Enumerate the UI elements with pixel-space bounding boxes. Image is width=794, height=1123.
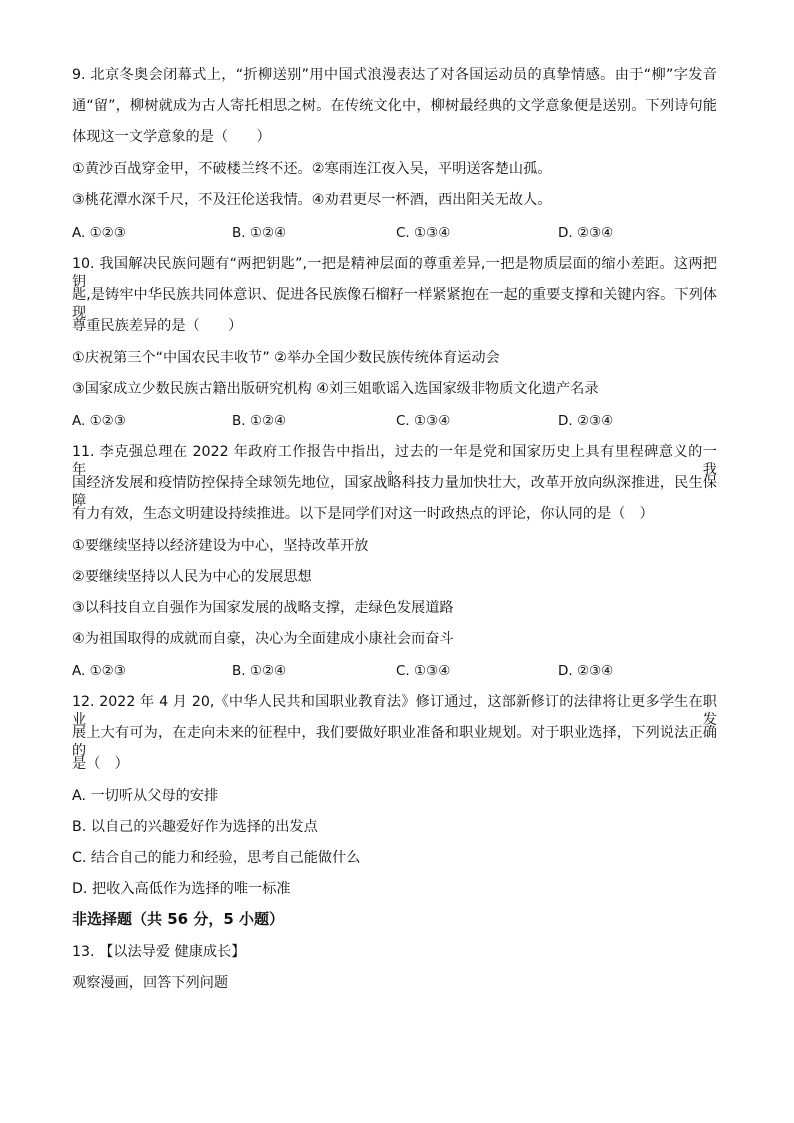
q10-statement-1-2: ①庆祝第三个“中国农民丰收节” ②举办全国少数民族传统体育运动会 xyxy=(72,350,500,366)
q12-option-d: D. 把收入高低作为选择的唯一标准 xyxy=(72,881,291,897)
q9-option-a: A. ①②③ xyxy=(72,225,126,241)
q10-option-d: D. ②③④ xyxy=(558,413,614,429)
q11-option-c: C. ①③④ xyxy=(396,663,451,679)
q9-stem-line-3: 体现这一文学意象的是（ ） xyxy=(72,129,271,145)
q11-option-a: A. ①②③ xyxy=(72,663,126,679)
q10-option-a: A. ①②③ xyxy=(72,413,126,429)
q12-option-b: B. 以自己的兴趣爱好作为选择的出发点 xyxy=(72,819,318,835)
q12-stem-line-2: 展上大有可为，在走向未来的征程中，我们要做好职业准备和职业规划。对于职业选择，下列说法正确的 xyxy=(72,725,717,759)
q9-statement-1-2: ①黄沙百战穿金甲，不破楼兰终不还。②寒雨连江夜入吴，平明送客楚山孤。 xyxy=(72,161,552,177)
q13-heading: 13. 【以法导爱 健康成长】 xyxy=(72,944,246,960)
q11-stem-line-3: 有力有效，生态文明建设持续推进。以下是同学们对这一时政热点的评论，你认同的是（ ） xyxy=(72,506,654,522)
q10-stem-line-3: 尊重民族差异的是（ ） xyxy=(72,318,243,334)
q10-stem-line-1: 10. 我国解决民族问题有“两把钥匙”,一把是精神层面的尊重差异,一把是物质层面的缩小差距。这两把钥 xyxy=(72,256,717,290)
q11-stem-line-1: 11. 李克强总理在 2022 年政府工作报告中指出，过去的一年是党和国家历史上具有里程碑意义的一年。我 xyxy=(72,444,717,478)
q9-option-d: D. ②③④ xyxy=(558,225,614,241)
q9-option-c: C. ①③④ xyxy=(396,225,451,241)
q11-option-b: B. ①②④ xyxy=(232,663,287,679)
section-title: 非选择题（共 56 分，5 小题） xyxy=(72,910,284,928)
q10-option-b: B. ①②④ xyxy=(232,413,287,429)
q12-stem-line-1: 12. 2022 年 4 月 20,《中华人民共和国职业教育法》修订通过，这部新修订的法律将让更多学生在职业发 xyxy=(72,694,717,728)
q13-instruction: 观察漫画，回答下列问题 xyxy=(72,975,229,991)
q12-stem-line-3: 是（ ） xyxy=(72,756,129,772)
q9-stem-line-1: 9. 北京冬奥会闭幕式上，“折柳送别”用中国式浪漫表达了对各国运动员的真挚情感。由于“柳”字发音 xyxy=(72,67,717,83)
q10-statement-3-4: ③国家成立少数民族古籍出版研究机构 ④刘三姐歌谣入选国家级非物质文化遗产名录 xyxy=(72,381,599,397)
q11-statement-1: ①要继续坚持以经济建设为中心，坚持改革开放 xyxy=(72,538,369,554)
q11-option-d: D. ②③④ xyxy=(558,663,614,679)
q11-statement-2: ②要继续坚持以人民为中心的发展思想 xyxy=(72,569,312,585)
q9-option-b: B. ①②④ xyxy=(232,225,287,241)
q9-stem-line-2: 通“留”，柳树就成为古人寄托相思之树。在传统文化中，柳树最经典的文学意象便是送别。下列诗句能 xyxy=(72,98,717,114)
q11-statement-4: ④为祖国取得的成就而自豪，决心为全面建成小康社会而奋斗 xyxy=(72,631,454,647)
q12-option-c: C. 结合自己的能力和经验，思考自己能做什么 xyxy=(72,850,361,866)
q10-stem-line-2: 匙,是铸牢中华民族共同体意识、促进各民族像石榴籽一样紧紧抱在一起的重要支撑和关键内容。下列体现 xyxy=(72,287,717,321)
q11-stem-line-2: 国经济发展和疫情防控保持全球领先地位，国家战略科技力量加快壮大，改革开放向纵深推进，民生保障 xyxy=(72,475,717,509)
q9-statement-3-4: ③桃花潭水深千尺，不及汪伦送我情。④劝君更尽一杯酒，西出阳关无故人。 xyxy=(72,192,552,208)
q10-option-c: C. ①③④ xyxy=(396,413,451,429)
q12-option-a: A. 一切听从父母的安排 xyxy=(72,788,219,804)
q11-statement-3: ③以科技自立自强作为国家发展的战略支撑，走绿色发展道路 xyxy=(72,600,454,616)
